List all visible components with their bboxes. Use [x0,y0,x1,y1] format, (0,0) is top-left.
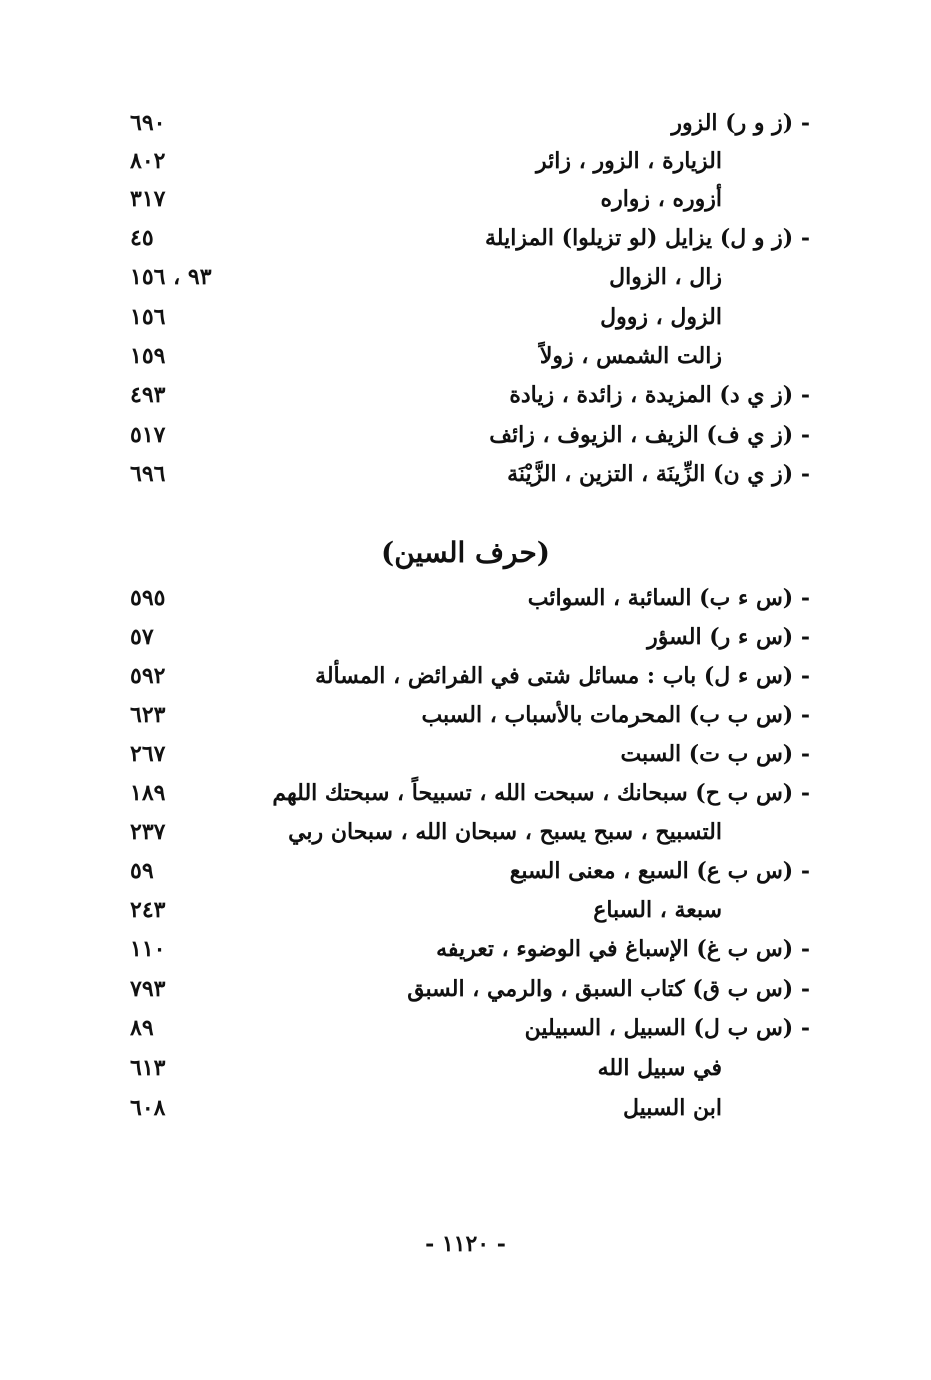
entry-term: - (س ب ح) سبحانك ، سبحت الله ، تسبيحاً ، سبحتك اللهم [272,780,810,806]
index-entry [120,182,810,220]
entry-term: أزوره ، زواره [600,186,722,212]
entry-term: - (س ب ت) السبت [620,741,810,767]
entry-term: - (س ء ب) السائبة ، السوائب [527,585,810,611]
entry-pages: ٧٩٣ [130,976,166,1002]
index-entry [120,378,810,416]
entry-pages: ٦٢٣ [130,702,166,728]
entry-term: في سبيل الله [597,1055,722,1081]
entry-term: - (س ب ب) المحرمات بالأسباب ، السبب [421,702,810,728]
entry-term: - (ز ي ن) الزِّينَة ، التزين ، الزَّيْنَة [507,461,810,487]
entry-pages: ٥٩٥ [130,585,166,611]
entry-pages: ٦٩٦ [130,461,166,487]
index-entry [120,457,810,495]
entry-pages: ٦١٣ [130,1055,166,1081]
entry-pages: ٢٦٧ [130,741,166,767]
entry-pages: ٣١٧ [130,186,166,212]
index-entry [120,659,810,697]
index-entry [120,418,810,456]
entry-term: - (ز و ر) الزور [671,110,810,136]
index-entry [120,972,810,1010]
entry-pages: ٨٠٢ [130,148,166,174]
entry-term: ابن السبيل [622,1095,722,1121]
index-entry [120,581,810,619]
entry-pages: ١٨٩ [130,780,166,806]
index-entry [120,815,810,853]
entry-pages: ١١٠ [130,936,166,962]
entry-term: زالت الشمس ، زولاً [539,343,722,369]
index-entry [120,144,810,182]
entry-term: - (س ب ع) السبع ، معنى السبع [509,858,810,884]
index-entry [120,932,810,970]
index-entry [120,106,810,144]
entry-pages: ٢٤٣ [130,897,166,923]
index-entry [120,620,810,658]
index-entry [120,221,810,259]
entry-pages: ٦٩٠ [130,110,166,136]
entry-pages: ٥٩٢ [130,663,166,689]
entry-term: - (س ء ل) باب : مسائل شتى في الفرائض ، المسألة [315,663,810,689]
entry-pages: ٤٥ [130,225,154,251]
entry-term: الزول ، زوول [600,304,722,330]
index-entry [120,893,810,931]
index-entry [120,1051,810,1089]
entry-pages: ٨٩ [130,1015,154,1041]
index-entry [120,1091,810,1129]
entry-term: زال ، الزوال [609,264,722,290]
page-number: - ١١٢٠ - [425,1231,506,1257]
index-entry [120,1011,810,1049]
entry-term: - (س ب ق) كتاب السبق ، والرمي ، السبق [407,976,810,1002]
index-entry [120,300,810,338]
entry-pages: ١٥٩ [130,343,166,369]
entry-pages: ٢٣٧ [130,819,166,845]
index-entry [120,737,810,775]
index-entry [120,776,810,814]
entry-pages: ١٥٦ [130,304,166,330]
entry-pages: ٥٩ [130,858,154,884]
entry-term: التسبيح ، سبح يسبح ، سبحان الله ، سبحان ربي [288,819,722,845]
index-entry [120,260,810,298]
entry-term: سبعة ، السباع [593,897,722,923]
entry-term: - (س ب ل) السبيل ، السبيلين [524,1015,810,1041]
entry-pages: ٥٧ [130,624,154,650]
index-entry [120,339,810,377]
section-heading: (حرف السين) [380,536,551,569]
entry-term: - (س ء ر) السؤر [647,624,810,650]
index-entry [120,854,810,892]
entry-pages: ٩٣ ، ١٥٦ [130,264,212,290]
entry-pages: ٤٩٣ [130,382,166,408]
entry-term: - (ز و ل) يزايل (لو تزيلوا) المزايلة [485,225,810,251]
entry-pages: ٦٠٨ [130,1095,166,1121]
entry-term: الزيارة ، الزور ، زائر [536,148,722,174]
entry-term: - (ز ي د) المزيدة ، زائدة ، زيادة [509,382,810,408]
index-entry [120,698,810,736]
entry-term: - (س ب غ) الإسباغ في الوضوء ، تعريفه [436,936,810,962]
entry-term: - (ز ي ف) الزيف ، الزيوف ، زائف [489,422,810,448]
entry-pages: ٥١٧ [130,422,166,448]
